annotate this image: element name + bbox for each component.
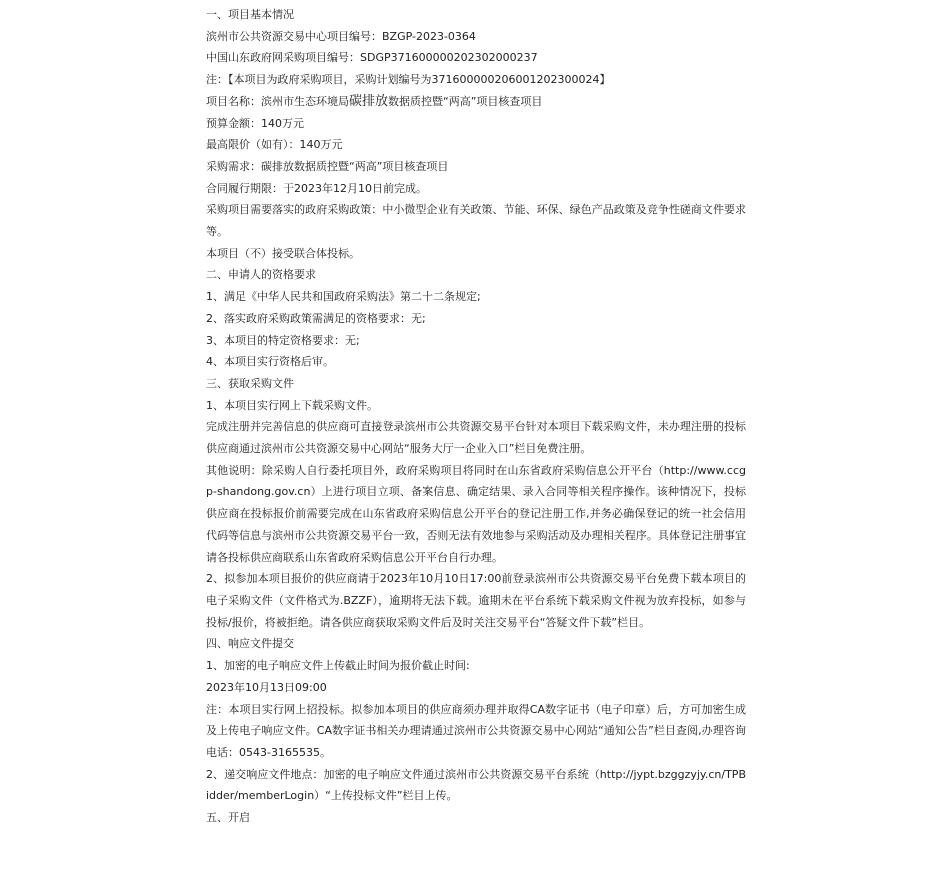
gov-project-number: 中国山东政府网采购项目编号：SDGP371600000202302000237 bbox=[206, 51, 538, 65]
project-name-emphasis: 碳排放 bbox=[349, 93, 389, 109]
qualification-item: 2、落实政府采购政策需满足的资格要求：无; bbox=[206, 311, 426, 325]
obtain-deadline-paragraph: 2、拟参加本项目报价的供应商请于2023年10月10日17:00前登录滨州市公共资源交易平台免费下载本项目的电子采购文件（文件格式为.BZZF），逾期将无法下载。逾期未在平台系统下载采购文件视为放弃投标，如参与投标/报价，将被拒绝。请各供应商获取采购文件后及时关注交易平台“答疑文件下载”栏目。 bbox=[206, 572, 746, 629]
section-title-opening: 五、开启 bbox=[206, 811, 250, 825]
qualification-item: 4、本项目实行资格后审。 bbox=[206, 355, 334, 369]
project-number: 滨州市公共资源交易中心项目编号：BZGP-2023-0364 bbox=[206, 29, 476, 43]
budget-amount: 预算金额：140万元 bbox=[206, 116, 304, 130]
project-name bbox=[206, 91, 746, 113]
obtain-other-notes-paragraph: 其他说明：除采购人自行委托项目外，政府采购项目将同时在山东省政府采购信息公开平台（http://www.ccgp-shandong.gov.cn）上进行项目立项、备案信息、确定结果、录入合同等相关程序操作。该种情况下，投标供应商在投标报价前需要完成在山东省政府采购信息公开平台的登记注册工作,并务必确保登记的统一社会信用代码等信息与滨州市公共资源交易平台一致，否则无法有效地参与采购活动及办理相关程序。具体登记注册事宜请各投标供应商联系山东省政府采购信息公开平台自行办理。 bbox=[206, 463, 746, 564]
section-title-basic-info: 一、项目基本情况 bbox=[206, 8, 294, 21]
announcement-document bbox=[206, 4, 746, 829]
procurement-demand: 采购需求：碳排放数据质控暨“两高”项目核查项目 bbox=[206, 159, 449, 173]
project-name-suffix: 数据质控暨“两高”项目核查项目 bbox=[388, 94, 543, 108]
section-title-qualification: 二、申请人的资格要求 bbox=[206, 268, 316, 282]
qualification-item: 1、满足《中华人民共和国政府采购法》第二十二条规定; bbox=[206, 290, 481, 304]
section-title-submit-response: 四、响应文件提交 bbox=[206, 637, 294, 651]
obtain-registration-paragraph: 完成注册并完善信息的供应商可直接登录滨州市公共资源交易平台针对本项目下载采购文件，未办理注册的投标供应商通过滨州市公共资源交易中心网站“服务大厅一企业入口”栏目免费注册。 bbox=[206, 420, 746, 456]
project-name-prefix: 项目名称：滨州市生态环境局 bbox=[206, 94, 349, 108]
submit-location-paragraph: 2、递交响应文件地点：加密的电子响应文件通过滨州市公共资源交易平台系统（http://jypt.bzggzyjy.cn/TPBidder/memberLogin）“上传投标文件”栏目上传。 bbox=[206, 767, 746, 803]
qualification-item: 3、本项目的特定资格要求：无; bbox=[206, 333, 360, 347]
procurement-plan-note: 注：【本项目为政府采购项目，采购计划编号为371600000206001202300024】 bbox=[206, 73, 611, 87]
submit-deadline-time: 2023年10月13日09:00 bbox=[206, 680, 327, 694]
section-title-obtain-documents: 三、获取采购文件 bbox=[206, 376, 294, 390]
submit-ca-note-paragraph: 注：本项目实行网上招投标。拟参加本项目的供应商须办理并取得CA数字证书（电子印章）后，方可加密生成及上传电子响应文件。CA数字证书相关办理请通过滨州市公共资源交易中心网站“通知公告”栏目查阅,办理咨询电话：0543-3165535。 bbox=[206, 702, 746, 759]
contract-period: 合同履行期限：于2023年12月10日前完成。 bbox=[206, 181, 427, 195]
submit-deadline-label: 1、加密的电子响应文件上传截止时间为报价截止时间: bbox=[206, 659, 470, 673]
obtain-item-download: 1、本项目实行网上下载采购文件。 bbox=[206, 398, 378, 412]
max-price: 最高限价（如有）：140万元 bbox=[206, 138, 343, 152]
procurement-policy: 采购项目需要落实的政府采购政策：中小微型企业有关政策、节能、环保、绿色产品政策及竞争性磋商文件要求等。 bbox=[206, 203, 746, 239]
joint-bid-statement: 本项目（不）接受联合体投标。 bbox=[206, 246, 360, 260]
